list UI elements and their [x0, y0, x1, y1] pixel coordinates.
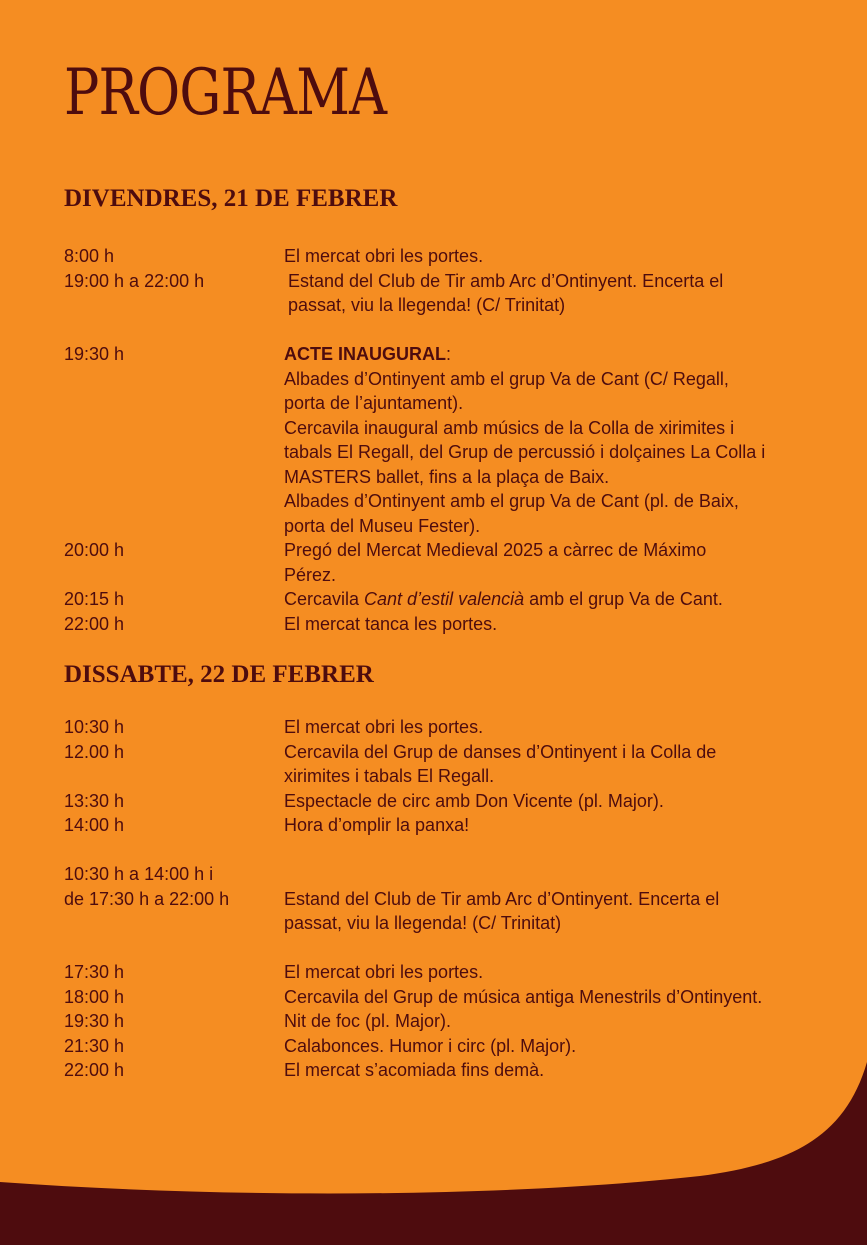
page-title: PROGRAMA [64, 56, 387, 130]
event-description: Estand del Club de Tir amb Arc d’Ontinyent. Encerta el [284, 888, 720, 909]
event-description: El mercat obri les portes. [284, 246, 484, 266]
event-description: MASTERS ballet, fins a la plaça de Baix. [284, 466, 610, 487]
acte-inaugural-label: ACTE INAUGURAL [284, 344, 446, 364]
event-description: Hora d’omplir la panxa! [284, 815, 470, 835]
event-text: Cercavila [284, 589, 365, 609]
event-time: 17:30 h [64, 962, 125, 982]
event-description: El mercat obri les portes. [284, 717, 484, 737]
day-heading-saturday: DISSABTE, 22 DE FEBRER [64, 661, 374, 688]
event-time: 14:00 h [64, 815, 125, 835]
event-emphasis: Cant d’estil valencià [364, 589, 525, 609]
footer-wave-shape [0, 1062, 867, 1245]
event-description: El mercat s’acomiada fins demà. [284, 1060, 545, 1080]
event-description: Albades d’Ontinyent amb el grup Va de Cant (C/ Regall, [284, 368, 729, 389]
event-time: 19:00 h a 22:00 h [64, 270, 205, 291]
event-time: 10:30 h [64, 717, 125, 737]
event-description: Pérez. [284, 564, 337, 585]
event-description: Cercavila del Grup de música antiga Menestrils d’Ontinyent. [284, 986, 763, 1007]
event-description: xirimites i tabals El Regall. [284, 766, 495, 786]
event-description: Albades d’Ontinyent amb el grup Va de Cant (pl. de Baix, [284, 491, 739, 511]
event-description: El mercat tanca les portes. [284, 613, 498, 634]
event-time: 8:00 h [64, 246, 115, 266]
event-description: El mercat obri les portes. [284, 962, 484, 982]
event-description: Nit de foc (pl. Major). [284, 1011, 452, 1031]
event-description: tabals El Regall, del Grup de percussió i dolçaines La Colla i [284, 442, 766, 462]
event-description: passat, viu la llegenda! (C/ Trinitat) [284, 913, 562, 933]
event-time: 19:30 h [64, 1011, 125, 1031]
event-description: Cercavila del Grup de danses d’Ontinyent i la Colla de [284, 741, 717, 762]
day-heading-friday: DIVENDRES, 21 DE FEBRER [64, 185, 398, 212]
event-description: Cercavila inaugural amb músics de la Colla de xirimites i [284, 417, 735, 438]
event-time: 10:30 h a 14:00 h i [64, 864, 214, 884]
heading-colon: : [446, 344, 452, 364]
event-description: Calabonces. Humor i circ (pl. Major). [284, 1035, 577, 1056]
event-time: de 17:30 h a 22:00 h [64, 888, 230, 909]
event-description: Estand del Club de Tir amb Arc d’Ontinyent. Encerta el [288, 270, 724, 291]
event-time: 21:30 h [64, 1035, 125, 1056]
event-description: porta de l’ajuntament). [284, 393, 464, 413]
event-description: Pregó del Mercat Medieval 2025 a càrrec de Máximo [284, 540, 707, 560]
event-time: 19:30 h [64, 344, 125, 364]
event-time: 20:15 h [64, 589, 125, 609]
event-description: Espectacle de circ amb Don Vicente (pl. Major). [284, 790, 664, 811]
event-time: 22:00 h [64, 1060, 125, 1080]
event-text: amb el grup Va de Cant. [524, 589, 723, 609]
event-time: 12.00 h [64, 741, 125, 762]
event-time: 13:30 h [64, 790, 125, 811]
event-description: porta del Museu Fester). [284, 515, 481, 536]
event-time: 22:00 h [64, 613, 125, 634]
event-time: 18:00 h [64, 986, 125, 1007]
event-description: passat, viu la llegenda! (C/ Trinitat) [288, 295, 566, 315]
event-time: 20:00 h [64, 540, 125, 560]
